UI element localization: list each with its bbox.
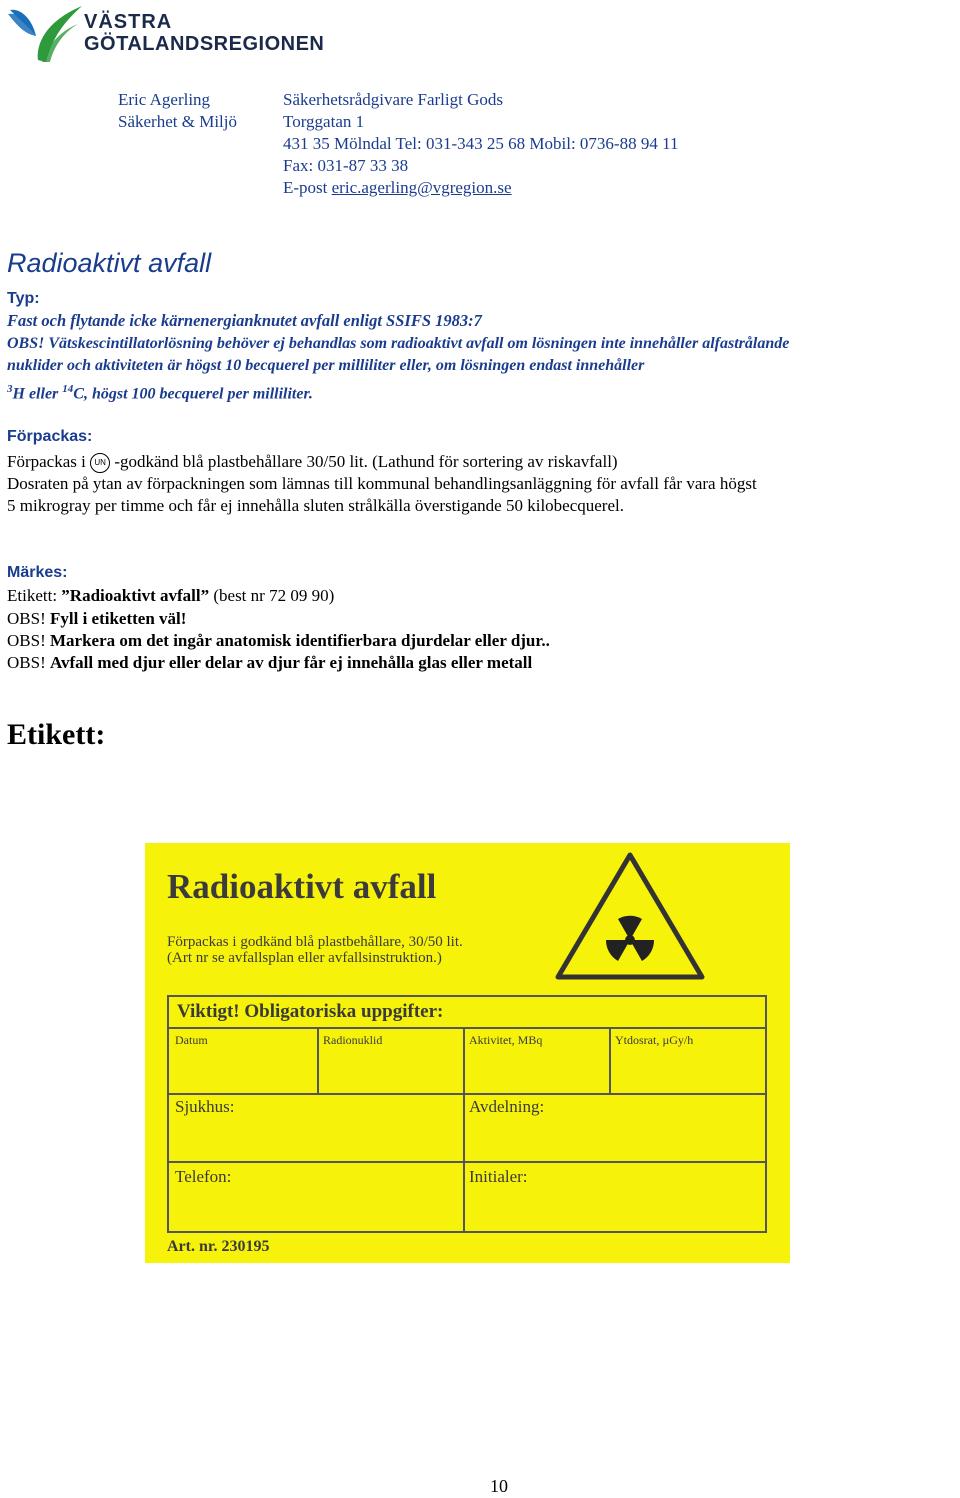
- fields-row-2: [169, 1091, 765, 1163]
- forpackas-line1-pre: Förpackas i: [7, 452, 86, 471]
- forpackas-line1: [7, 451, 618, 473]
- obs-prefix: OBS!: [7, 653, 46, 672]
- typ-label: Typ:: [7, 290, 40, 307]
- contact-name: Eric Agerling: [118, 90, 211, 109]
- forpackas-line3: 5 mikrogray per timme och får ej innehålla sluten strålkälla överstigande 50 kilobecquerel.: [7, 496, 624, 515]
- contact-fax: Fax: 031-87 33 38: [283, 156, 409, 175]
- field-radionuklid[interactable]: Radionuklid: [323, 1033, 383, 1047]
- divider: [463, 1029, 465, 1093]
- etikett-heading: Etikett:: [7, 718, 106, 751]
- contact-email-link[interactable]: eric.agerling@vgregion.se: [331, 178, 512, 197]
- vgr-logo: [6, 4, 336, 66]
- contact-email-line: [283, 177, 512, 199]
- markes-label: Märkes:: [7, 564, 68, 581]
- typ-obs-line3b: C, högst 100 becquerel per milliliter.: [73, 385, 313, 403]
- obligatory-fields-box: [167, 995, 767, 1233]
- logo-line1: VÄSTRA: [84, 11, 173, 33]
- obs-prefix: OBS!: [7, 609, 46, 628]
- markes-obs3-line: [7, 652, 532, 674]
- contact-role: Säkerhetsrådgivare Farligt Gods: [283, 90, 503, 109]
- contact-street: Torggatan 1: [283, 112, 365, 131]
- field-aktivitet[interactable]: Aktivitet, MBq: [469, 1033, 543, 1047]
- field-sjukhus[interactable]: Sjukhus:: [175, 1097, 235, 1116]
- field-ytdosrat[interactable]: Ytdosrat, µGy/h: [615, 1033, 694, 1047]
- divider: [463, 1091, 465, 1161]
- typ-obs-line2: nuklider och aktiviteten är högst 10 becquerel per milliliter eller, om lösningen endast innehåller: [7, 357, 645, 374]
- field-telefon[interactable]: Telefon:: [175, 1167, 232, 1186]
- isotope-c14-sup: 14: [62, 383, 74, 395]
- contact-dept: Säkerhet & Miljö: [118, 112, 237, 131]
- field-datum[interactable]: Datum: [175, 1033, 208, 1047]
- typ-obs-line1: OBS! Vätskescintillatorlösning behöver ej behandlas som radioaktivt avfall om lösningen inte innehåller alfastrålande: [7, 335, 790, 352]
- label-card-title: Radioaktivt avfall: [167, 867, 437, 906]
- radiation-warning-icon: [550, 845, 710, 985]
- markes-obs1-line: [7, 608, 186, 630]
- markes-obs1: Fyll i etiketten väl!: [49, 609, 187, 628]
- typ-obs-line3a: H eller: [12, 385, 59, 403]
- vgr-logo-icon: [6, 4, 86, 66]
- logo-line2: GÖTALANDSREGIONEN: [84, 33, 325, 55]
- typ-desc: Fast och flytande icke kärnenergianknutet avfall enligt SSIFS 1983:7: [7, 311, 482, 330]
- contact-email-prefix: E-post: [283, 178, 332, 197]
- radioactive-label-card: [145, 843, 790, 1263]
- markes-etikett-post: (best nr 72 09 90): [209, 586, 335, 605]
- un-symbol-icon: UN: [90, 453, 110, 473]
- markes-etikett-line: [7, 585, 334, 607]
- obs-prefix: OBS!: [7, 631, 46, 650]
- divider: [463, 1161, 465, 1231]
- markes-etikett-name: ”Radioaktivt avfall”: [61, 586, 210, 605]
- forpackas-label: Förpackas:: [7, 428, 93, 445]
- viktigt-heading: Viktigt! Obligatoriska uppgifter:: [177, 1001, 444, 1022]
- field-avdelning[interactable]: Avdelning:: [469, 1097, 545, 1116]
- label-card-sub1: Förpackas i godkänd blå plastbehållare, 30/50 lit.: [167, 934, 463, 950]
- divider: [317, 1029, 319, 1093]
- label-card-artnr: Art. nr. 230195: [167, 1238, 270, 1255]
- isotope-h3-sup: 3: [7, 383, 13, 395]
- page-title: Radioaktivt avfall: [7, 248, 212, 278]
- markes-obs2: Markera om det ingår anatomisk identifierbara djurdelar eller djur..: [49, 631, 550, 650]
- markes-obs3: Avfall med djur eller delar av djur får ej innehålla glas eller metall: [49, 653, 533, 672]
- markes-etikett-pre: Etikett:: [7, 586, 62, 605]
- label-card-sub2: (Art nr se avfallsplan eller avfallsinstruktion.): [167, 950, 442, 966]
- typ-obs-line3: [7, 378, 313, 405]
- contact-city-phone: 431 35 Mölndal Tel: 031-343 25 68 Mobil: 0736-88 94 11: [283, 134, 679, 153]
- fields-row-1: [169, 1027, 765, 1095]
- fields-row-3: [169, 1161, 765, 1231]
- forpackas-line2: Dosraten på ytan av förpackningen som lämnas till kommunal behandlingsanläggning för avfall får vara högst: [7, 474, 757, 493]
- forpackas-line1-post: -godkänd blå plastbehållare 30/50 lit. (Lathund för sortering av riskavfall): [114, 452, 618, 471]
- page-number: 10: [490, 1476, 508, 1496]
- markes-obs2-line: [7, 630, 550, 652]
- divider: [609, 1029, 611, 1093]
- field-initialer[interactable]: Initialer:: [469, 1167, 528, 1186]
